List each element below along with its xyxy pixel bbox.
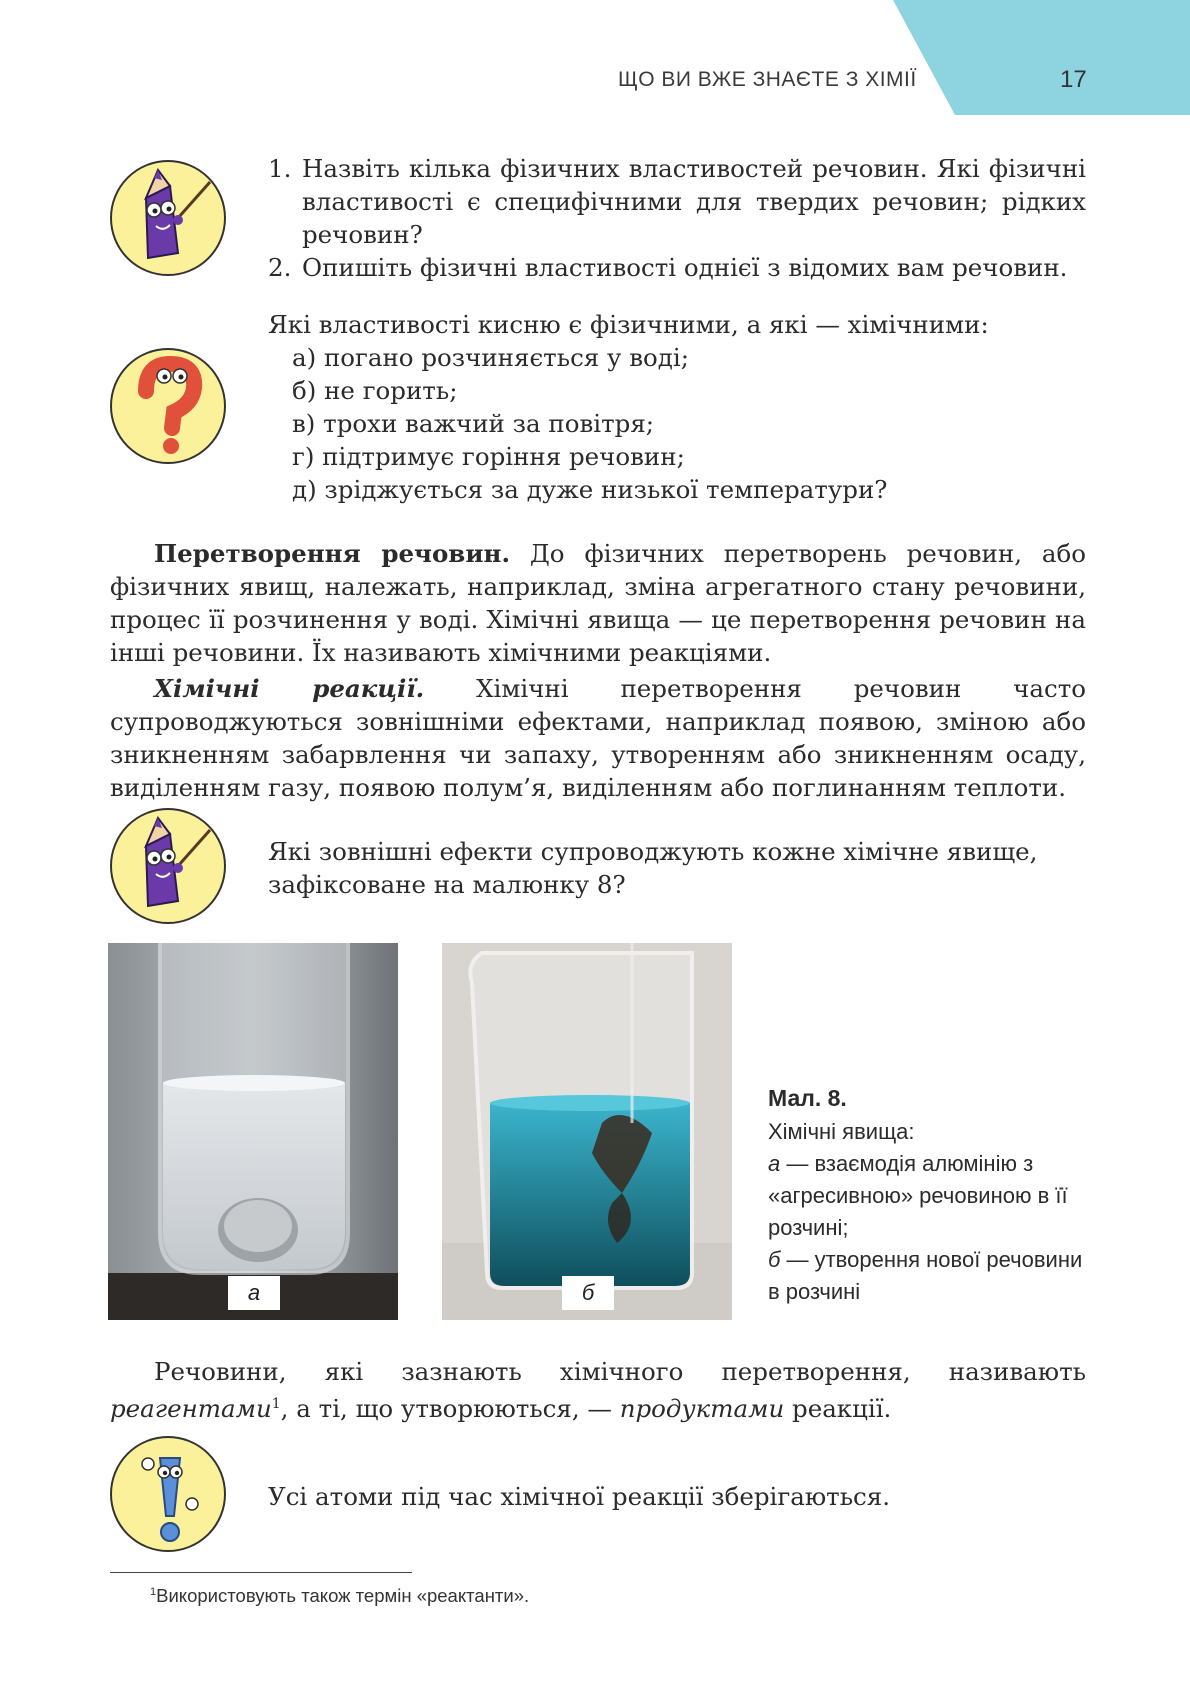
task-item: 1. Назвіть кілька фізичних властивостей речовин. Які фізичні властивості є специфічними для твердих речовин; рідких речовин? [268, 154, 1086, 249]
question-block [268, 308, 1086, 506]
option-item: б) не горить; [292, 376, 458, 405]
option-item: а) погано розчиняється у воді; [292, 343, 689, 372]
photo-label-a: а [228, 1276, 280, 1310]
think-question: Які зовнішні ефекти супроводжують кожне хімічне явище, зафіксоване на малюнку 8? [268, 837, 1038, 899]
paragraph-reagents: Речовини, які зазнають хімічного перетворення, називають реагентами$^1$, а ті, що утворюються, — продуктами реакції. [110, 1357, 1086, 1424]
figure-title: Мал. 8. [768, 1085, 847, 1111]
figure-item-b: б — утворення нової речовини в розчині [768, 1247, 1083, 1304]
section-heading: Хімічні реакції. [154, 674, 425, 703]
figure-line1: Хімічні явища: [768, 1119, 915, 1144]
exclamation-mark-icon [108, 1434, 228, 1554]
question-mark-icon [108, 346, 228, 466]
term-products: продуктами [619, 1394, 785, 1424]
photo-beaker [442, 943, 732, 1320]
photo-label-b: б [562, 1276, 614, 1310]
page-number: 17 [1060, 66, 1087, 93]
term-reagents: реагентами [110, 1394, 272, 1424]
option-item: г) підтримує горіння речовин; [292, 442, 685, 471]
task-list [268, 152, 1086, 284]
footnote: $^1$Використовують також термін «реактанти». [150, 1585, 530, 1606]
pencil-teacher-icon [108, 158, 228, 278]
task-item: 2. Опишіть фізичні властивості однієї з відомих вам речовин. [268, 253, 1068, 282]
options-list [268, 341, 1086, 506]
option-item: д) зріджується за дуже низької температури? [292, 475, 888, 504]
photo-test-tube [108, 943, 398, 1320]
figure-item-a: а — взаємодія алюмінію з «агресивною» речовиною в її розчині; [768, 1151, 1068, 1240]
rule-note: Усі атоми під час хімічної реакції зберігаються. [268, 1482, 891, 1511]
footnote-divider [110, 1572, 412, 1573]
question-prompt: Які властивості кисню є фізичними, а які — хімічними: [268, 310, 989, 339]
option-item: в) трохи важчий за повітря; [292, 409, 655, 438]
corner-accent [893, 0, 1190, 115]
paragraph-substance-transformation: Перетворення речовин. До фізичних перетворень речовин, або фізичних явищ, належать, наприклад, зміна агрегатного стану речовини, процес її розчинення у воді. Хімічні явища — це перетворення речовин на інші речовини. Їх називають хімічними реакціями. [110, 539, 1087, 667]
figure-caption [768, 1082, 1098, 1308]
footnote-ref: 1 [271, 1396, 281, 1412]
paragraph-chemical-reactions: Хімічні реакції. Хімічні перетворення речовин часто супроводжуються зовнішніми ефектами, наприклад появою, зміною або зникненням забарвлення чи запаху, утворенням або зникненням осаду, виділенням газу, появою полум’я, виділенням або поглинанням теплоти. [110, 674, 1086, 802]
pencil-teacher-icon [108, 806, 228, 926]
section-heading: Перетворення речовин. [154, 539, 510, 568]
running-title: ЩО ВИ ВЖЕ ЗНАЄТЕ З ХІМІЇ [618, 68, 917, 91]
